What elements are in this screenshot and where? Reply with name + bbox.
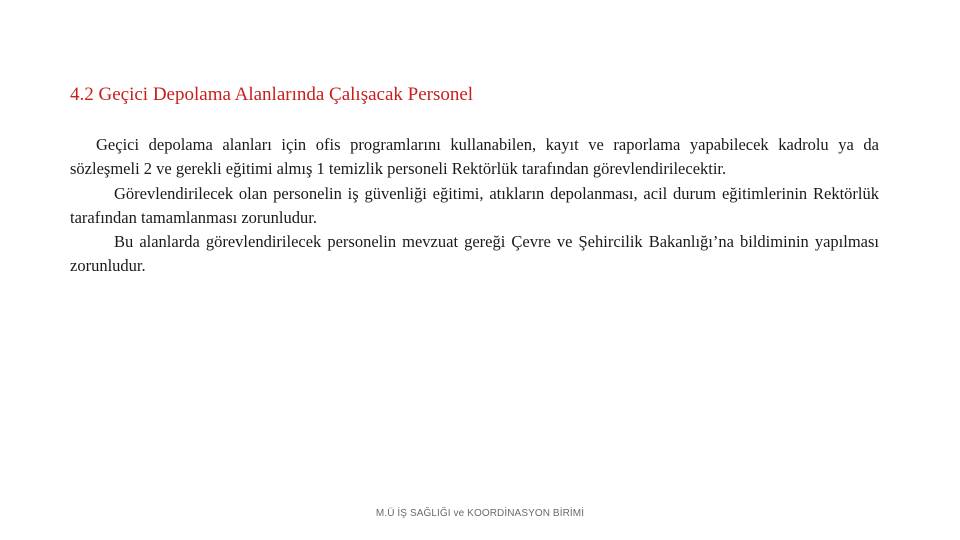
paragraph-ministry-notification: Bu alanlarda görevlendirilecek personelin mevzuat gereği Çevre ve Şehircilik Bakanlığı’na bildiminin yapılması zorunludur.: [70, 232, 879, 276]
body-text: [70, 133, 879, 279]
paragraph-staff-assignment: Geçici depolama alanları için ofis programlarını kullanabilen, kayıt ve raporlama yapabilecek kadrolu ya da sözleşmeli 2 ve gerekli eğitimi almış 1 temizlik personeli Rektörlük tarafından görevlendirilecektir.: [70, 135, 879, 179]
section-heading: 4.2 Geçici Depolama Alanlarında Çalışacak Personel: [70, 84, 474, 105]
footer: M.Ü İŞ SAĞLIĞI ve KOORDİNASYON BİRİMİ: [375, 508, 585, 519]
paragraph-training: Görevlendirilecek olan personelin iş güvenliği eğitimi, atıkların depolanması, acil durum eğitimlerinin Rektörlük tarafından tamamlanması zorunludur.: [70, 183, 879, 227]
